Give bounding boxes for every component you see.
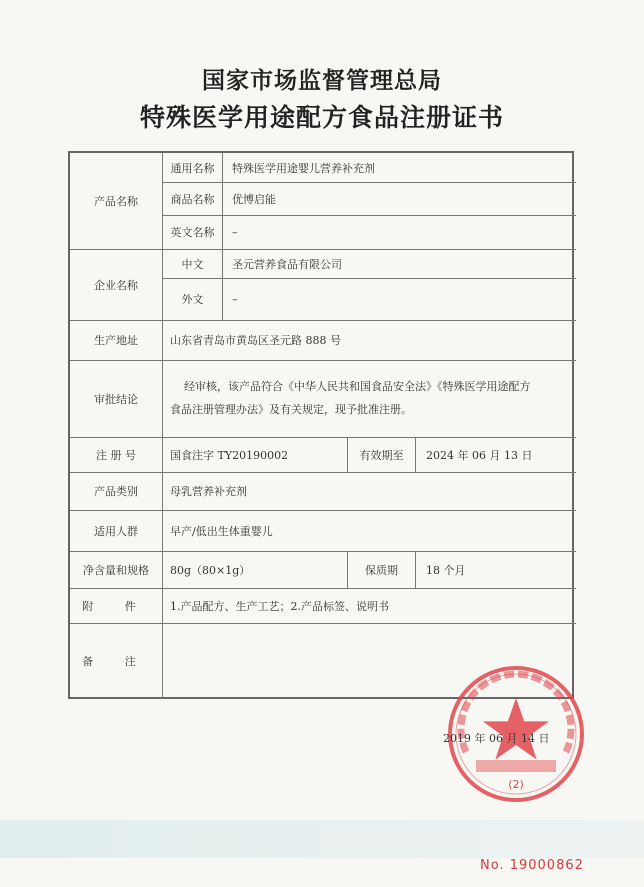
common-name-label: 通用名称	[170, 161, 215, 175]
issuer-title: 国家市场监督管理总局	[202, 68, 442, 94]
english-name-label: 英文名称	[170, 226, 215, 239]
svg-text:(2): (2)	[508, 778, 524, 791]
watermark-band	[0, 820, 644, 858]
seal-date: 2019 年 06 月 14 日	[443, 732, 550, 745]
remarks-label: 备 注	[82, 655, 150, 668]
foreign-value: –	[232, 292, 238, 306]
net-content-label: 净含量和规格	[83, 563, 149, 577]
conclusion-label: 审批结论	[94, 392, 138, 406]
foreign-label: 外文	[181, 293, 204, 306]
reg-no-label: 注 册 号	[96, 448, 136, 462]
certificate-title: 特殊医学用途配方食品注册证书	[139, 103, 504, 132]
category-value: 母乳营养补充剂	[170, 485, 247, 498]
certificate-table	[68, 151, 574, 699]
valid-until-label: 有效期至	[359, 448, 404, 462]
brand-name-value: 优博启能	[232, 192, 276, 206]
address-label: 生产地址	[94, 334, 138, 347]
product-name-label: 产品名称	[94, 195, 138, 208]
attachment-value: 1.产品配方、生产工艺；2.产品标签、说明书	[170, 599, 389, 613]
net-content-value: 80g（80×1g）	[170, 563, 251, 577]
population-value: 早产/低出生体重婴儿	[170, 524, 273, 538]
valid-until-value: 2024 年 06 月 13 日	[426, 448, 533, 462]
enterprise-label: 企业名称	[94, 278, 138, 292]
chinese-value: 圣元营养食品有限公司	[232, 257, 342, 271]
common-name-value: 特殊医学用途婴儿营养补充剂	[232, 161, 375, 175]
conclusion-line-1: 经审核，该产品符合《中华人民共和国食品安全法》《特殊医学用途配方	[184, 379, 531, 393]
serial-number: No. 19000862	[480, 858, 584, 873]
attachment-label: 附 件	[82, 599, 150, 613]
population-label: 适用人群	[94, 524, 138, 538]
english-name-value: –	[232, 225, 238, 239]
shelf-life-label: 保质期	[365, 563, 398, 577]
category-label: 产品类别	[94, 485, 138, 498]
chinese-label: 中文	[181, 257, 204, 271]
brand-name-label: 商品名称	[170, 192, 215, 206]
conclusion-line-2: 食品注册管理办法》及有关规定，现予批准注册。	[170, 402, 412, 416]
reg-no-value: 国食注字 TY20190002	[170, 448, 289, 462]
shelf-life-value: 18 个月	[426, 563, 466, 577]
address-value: 山东省青岛市黄岛区圣元路 888 号	[170, 334, 341, 347]
